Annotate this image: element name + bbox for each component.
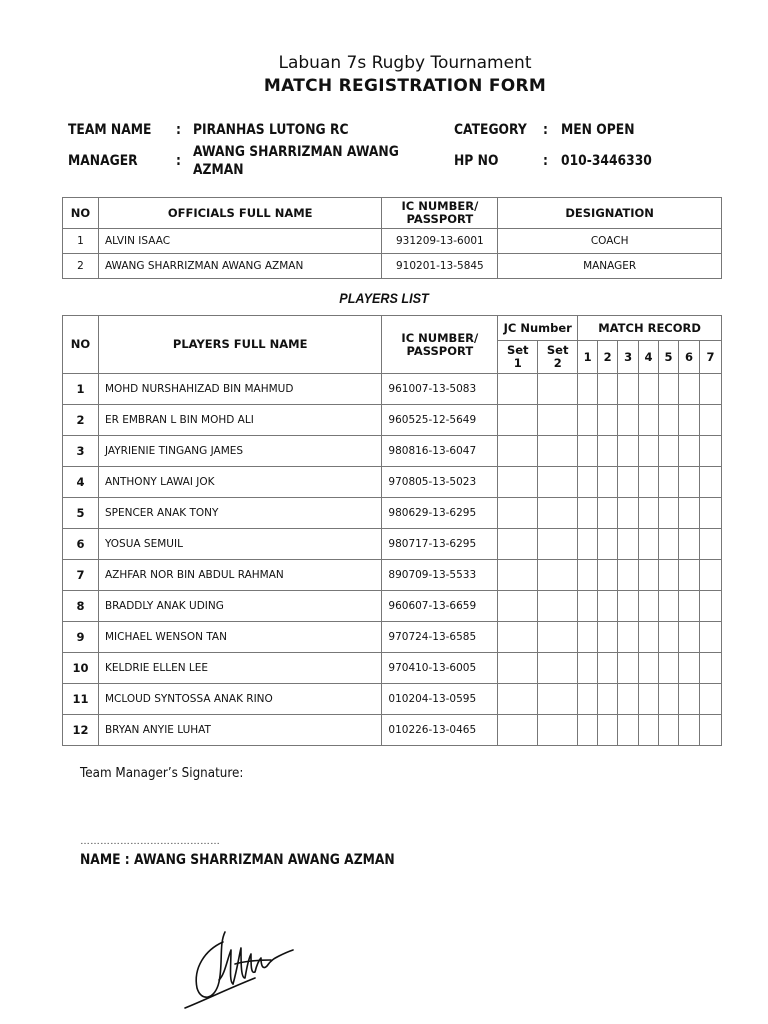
- player-name: ER EMBRAN L BIN MOHD ALI: [98, 405, 381, 436]
- match-record-cell: [578, 715, 598, 746]
- table-row: [63, 622, 722, 653]
- match-record-cell: [699, 684, 721, 715]
- match-record-cell: [578, 436, 598, 467]
- player-name: YOSUA SEMUIL: [98, 529, 381, 560]
- match-record-cell: [679, 622, 700, 653]
- officials-header-ic-line1: IC NUMBER/: [401, 199, 479, 213]
- player-no: 2: [63, 405, 99, 436]
- players-header-match-record: MATCH RECORD: [578, 316, 722, 341]
- match-number-header: 1: [578, 341, 598, 374]
- jc-set2-cell: [538, 591, 578, 622]
- jc-set1-cell: [498, 498, 538, 529]
- player-ic: 970805-13-5023: [382, 467, 498, 498]
- category-value: MEN OPEN: [561, 122, 635, 138]
- match-record-cell: [578, 405, 598, 436]
- table-row: [63, 254, 722, 279]
- players-header-set1-line2: 1: [513, 356, 522, 370]
- officials-header-no: NO: [63, 198, 99, 229]
- match-record-cell: [598, 715, 618, 746]
- match-number-header: 7: [699, 341, 721, 374]
- match-record-cell: [659, 436, 679, 467]
- hp-label: HP NO: [454, 153, 499, 169]
- form-title: Labuan 7s Rugby Tournament: [278, 53, 532, 73]
- officials-table: [62, 197, 722, 279]
- player-no: 6: [63, 529, 99, 560]
- hp-value: 010-3446330: [561, 153, 652, 169]
- match-record-cell: [598, 467, 618, 498]
- table-row: [63, 715, 722, 746]
- match-record-cell: [639, 436, 659, 467]
- official-designation: MANAGER: [498, 254, 722, 279]
- player-no: 4: [63, 467, 99, 498]
- players-header-set1-line1: Set: [506, 343, 529, 357]
- player-ic: 960607-13-6659: [382, 591, 498, 622]
- match-record-cell: [699, 715, 721, 746]
- match-record-cell: [639, 622, 659, 653]
- official-ic: 931209-13-6001: [382, 229, 498, 254]
- jc-set1-cell: [498, 591, 538, 622]
- match-record-cell: [679, 529, 700, 560]
- player-name: ANTHONY LAWAI JOK: [98, 467, 381, 498]
- officials-header-designation: DESIGNATION: [498, 198, 722, 229]
- match-record-cell: [618, 715, 639, 746]
- players-header-name: PLAYERS FULL NAME: [98, 316, 381, 374]
- table-row: [63, 374, 722, 405]
- table-row: [63, 653, 722, 684]
- player-name: JAYRIENIE TINGANG JAMES: [98, 436, 381, 467]
- match-record-cell: [639, 715, 659, 746]
- match-record-cell: [598, 591, 618, 622]
- match-record-cell: [699, 529, 721, 560]
- match-record-cell: [699, 591, 721, 622]
- category-label: CATEGORY: [454, 122, 527, 138]
- match-record-cell: [679, 560, 700, 591]
- player-no: 11: [63, 684, 99, 715]
- match-record-cell: [639, 498, 659, 529]
- match-record-cell: [639, 374, 659, 405]
- officials-header-name: OFFICIALS FULL NAME: [98, 198, 381, 229]
- manager-value-line2: AZMAN: [193, 162, 244, 178]
- player-name: MOHD NURSHAHIZAD BIN MAHMUD: [98, 374, 381, 405]
- match-record-cell: [659, 622, 679, 653]
- jc-set2-cell: [538, 467, 578, 498]
- handwritten-signature: [175, 920, 305, 1015]
- jc-set2-cell: [538, 498, 578, 529]
- players-header-jc-number: JC Number: [498, 316, 578, 341]
- player-no: 8: [63, 591, 99, 622]
- manager-value-line1: AWANG SHARRIZMAN AWANG: [193, 144, 399, 160]
- player-name: MCLOUD SYNTOSSA ANAK RINO: [98, 684, 381, 715]
- match-record-cell: [618, 405, 639, 436]
- match-record-cell: [699, 405, 721, 436]
- match-record-cell: [618, 591, 639, 622]
- official-no: 2: [63, 254, 99, 279]
- match-record-cell: [639, 405, 659, 436]
- team-name-value: PIRANHAS LUTONG RC: [193, 122, 349, 138]
- match-number-header: 3: [618, 341, 639, 374]
- table-row: [63, 591, 722, 622]
- jc-set2-cell: [538, 529, 578, 560]
- match-record-cell: [699, 467, 721, 498]
- player-ic: 980717-13-6295: [382, 529, 498, 560]
- match-record-cell: [659, 715, 679, 746]
- match-record-cell: [659, 374, 679, 405]
- match-record-cell: [618, 529, 639, 560]
- jc-set2-cell: [538, 436, 578, 467]
- players-header-set2-line2: 2: [553, 356, 562, 370]
- player-ic: 010204-13-0595: [382, 684, 498, 715]
- player-no: 3: [63, 436, 99, 467]
- official-name: AWANG SHARRIZMAN AWANG AZMAN: [98, 254, 381, 279]
- match-record-cell: [598, 405, 618, 436]
- player-name: KELDRIE ELLEN LEE: [98, 653, 381, 684]
- match-record-cell: [679, 436, 700, 467]
- match-record-cell: [618, 684, 639, 715]
- players-table: [62, 315, 722, 746]
- match-record-cell: [639, 591, 659, 622]
- table-row: [63, 529, 722, 560]
- match-record-cell: [699, 653, 721, 684]
- table-row: [63, 684, 722, 715]
- jc-set1-cell: [498, 529, 538, 560]
- match-record-cell: [618, 560, 639, 591]
- match-record-cell: [659, 591, 679, 622]
- player-name: BRYAN ANYIE LUHAT: [98, 715, 381, 746]
- match-record-cell: [679, 498, 700, 529]
- jc-set1-cell: [498, 653, 538, 684]
- player-ic: 010226-13-0465: [382, 715, 498, 746]
- match-record-cell: [578, 529, 598, 560]
- match-record-cell: [679, 653, 700, 684]
- match-record-cell: [598, 622, 618, 653]
- player-rows: [63, 374, 722, 746]
- jc-set1-cell: [498, 374, 538, 405]
- category-colon: :: [543, 122, 548, 138]
- match-record-cell: [679, 715, 700, 746]
- match-number-header: 4: [639, 341, 659, 374]
- match-record-cell: [659, 405, 679, 436]
- signature-label: Team Manager’s Signature:: [80, 766, 244, 781]
- match-record-cell: [679, 374, 700, 405]
- match-record-cell: [679, 684, 700, 715]
- match-record-cell: [699, 374, 721, 405]
- table-row: [63, 229, 722, 254]
- table-row: [63, 560, 722, 591]
- player-no: 1: [63, 374, 99, 405]
- match-record-cell: [618, 374, 639, 405]
- match-record-cell: [679, 467, 700, 498]
- jc-set1-cell: [498, 467, 538, 498]
- hp-colon: :: [543, 153, 548, 169]
- official-ic: 910201-13-5845: [382, 254, 498, 279]
- player-no: 9: [63, 622, 99, 653]
- match-record-cell: [578, 560, 598, 591]
- jc-set2-cell: [538, 405, 578, 436]
- match-record-cell: [578, 591, 598, 622]
- jc-set1-cell: [498, 622, 538, 653]
- table-row: [63, 405, 722, 436]
- player-name: AZHFAR NOR BIN ABDUL RAHMAN: [98, 560, 381, 591]
- jc-set2-cell: [538, 560, 578, 591]
- match-record-cell: [598, 684, 618, 715]
- official-no: 1: [63, 229, 99, 254]
- team-name-label: TEAM NAME: [68, 122, 152, 138]
- jc-set2-cell: [538, 374, 578, 405]
- match-record-cell: [659, 653, 679, 684]
- jc-set1-cell: [498, 436, 538, 467]
- form-subtitle: MATCH REGISTRATION FORM: [263, 76, 547, 96]
- match-record-cell: [639, 529, 659, 560]
- signatory-name: NAME : AWANG SHARRIZMAN AWANG AZMAN: [80, 852, 395, 868]
- match-record-cell: [659, 467, 679, 498]
- player-no: 12: [63, 715, 99, 746]
- match-record-cell: [578, 684, 598, 715]
- match-record-cell: [598, 436, 618, 467]
- match-record-cell: [639, 653, 659, 684]
- players-header-ic: [382, 316, 498, 374]
- match-record-cell: [578, 622, 598, 653]
- table-row: [63, 467, 722, 498]
- officials-header-ic: [382, 198, 498, 229]
- match-record-cell: [659, 498, 679, 529]
- player-ic: 980816-13-6047: [382, 436, 498, 467]
- jc-set2-cell: [538, 684, 578, 715]
- table-row: [63, 436, 722, 467]
- players-header-ic-line1: IC NUMBER/: [401, 330, 479, 345]
- player-no: 10: [63, 653, 99, 684]
- match-record-cell: [618, 467, 639, 498]
- match-record-cell: [699, 436, 721, 467]
- player-name: BRADDLY ANAK UDING: [98, 591, 381, 622]
- manager-label: MANAGER: [68, 153, 138, 169]
- players-header-set2-line1: Set: [546, 343, 569, 357]
- match-record-cell: [578, 653, 598, 684]
- players-header-no: NO: [63, 316, 99, 374]
- table-row: [63, 498, 722, 529]
- match-number-header: 6: [679, 341, 700, 374]
- signature-dotted-line: ……………………………………: [80, 836, 220, 847]
- players-header-ic-line2: PASSPORT: [406, 343, 474, 358]
- official-designation: COACH: [498, 229, 722, 254]
- player-name: MICHAEL WENSON TAN: [98, 622, 381, 653]
- match-record-cell: [618, 498, 639, 529]
- match-record-cell: [618, 436, 639, 467]
- player-ic: 960525-12-5649: [382, 405, 498, 436]
- match-record-cell: [639, 560, 659, 591]
- match-record-cell: [679, 591, 700, 622]
- match-record-cell: [699, 498, 721, 529]
- match-number-header: 5: [659, 341, 679, 374]
- match-record-cell: [598, 374, 618, 405]
- match-record-cell: [598, 498, 618, 529]
- player-no: 5: [63, 498, 99, 529]
- match-record-cell: [598, 529, 618, 560]
- players-header-set2: [538, 341, 578, 374]
- player-name: SPENCER ANAK TONY: [98, 498, 381, 529]
- match-record-cell: [679, 405, 700, 436]
- match-record-cell: [659, 529, 679, 560]
- match-record-cell: [598, 653, 618, 684]
- jc-set2-cell: [538, 622, 578, 653]
- jc-set1-cell: [498, 684, 538, 715]
- player-ic: 890709-13-5533: [382, 560, 498, 591]
- jc-set1-cell: [498, 405, 538, 436]
- players-list-title: PLAYERS LIST: [339, 290, 429, 306]
- match-record-cell: [639, 684, 659, 715]
- match-record-cell: [618, 622, 639, 653]
- match-record-cell: [598, 560, 618, 591]
- player-ic: 980629-13-6295: [382, 498, 498, 529]
- jc-set2-cell: [538, 653, 578, 684]
- manager-colon: :: [176, 153, 181, 169]
- players-header-set1: [498, 341, 538, 374]
- match-record-cell: [578, 467, 598, 498]
- team-name-colon: :: [176, 122, 181, 138]
- jc-set1-cell: [498, 560, 538, 591]
- match-record-cell: [639, 467, 659, 498]
- jc-set2-cell: [538, 715, 578, 746]
- jc-set1-cell: [498, 715, 538, 746]
- match-record-cell: [659, 560, 679, 591]
- match-record-cell: [699, 560, 721, 591]
- player-ic: 970410-13-6005: [382, 653, 498, 684]
- match-number-header: 2: [598, 341, 618, 374]
- officials-header-ic-line2: PASSPORT: [406, 212, 474, 226]
- match-record-cell: [618, 653, 639, 684]
- official-name: ALVIN ISAAC: [98, 229, 381, 254]
- match-record-cell: [699, 622, 721, 653]
- player-no: 7: [63, 560, 99, 591]
- match-record-cell: [578, 374, 598, 405]
- match-record-cell: [659, 684, 679, 715]
- player-ic: 961007-13-5083: [382, 374, 498, 405]
- player-ic: 970724-13-6585: [382, 622, 498, 653]
- match-record-cell: [578, 498, 598, 529]
